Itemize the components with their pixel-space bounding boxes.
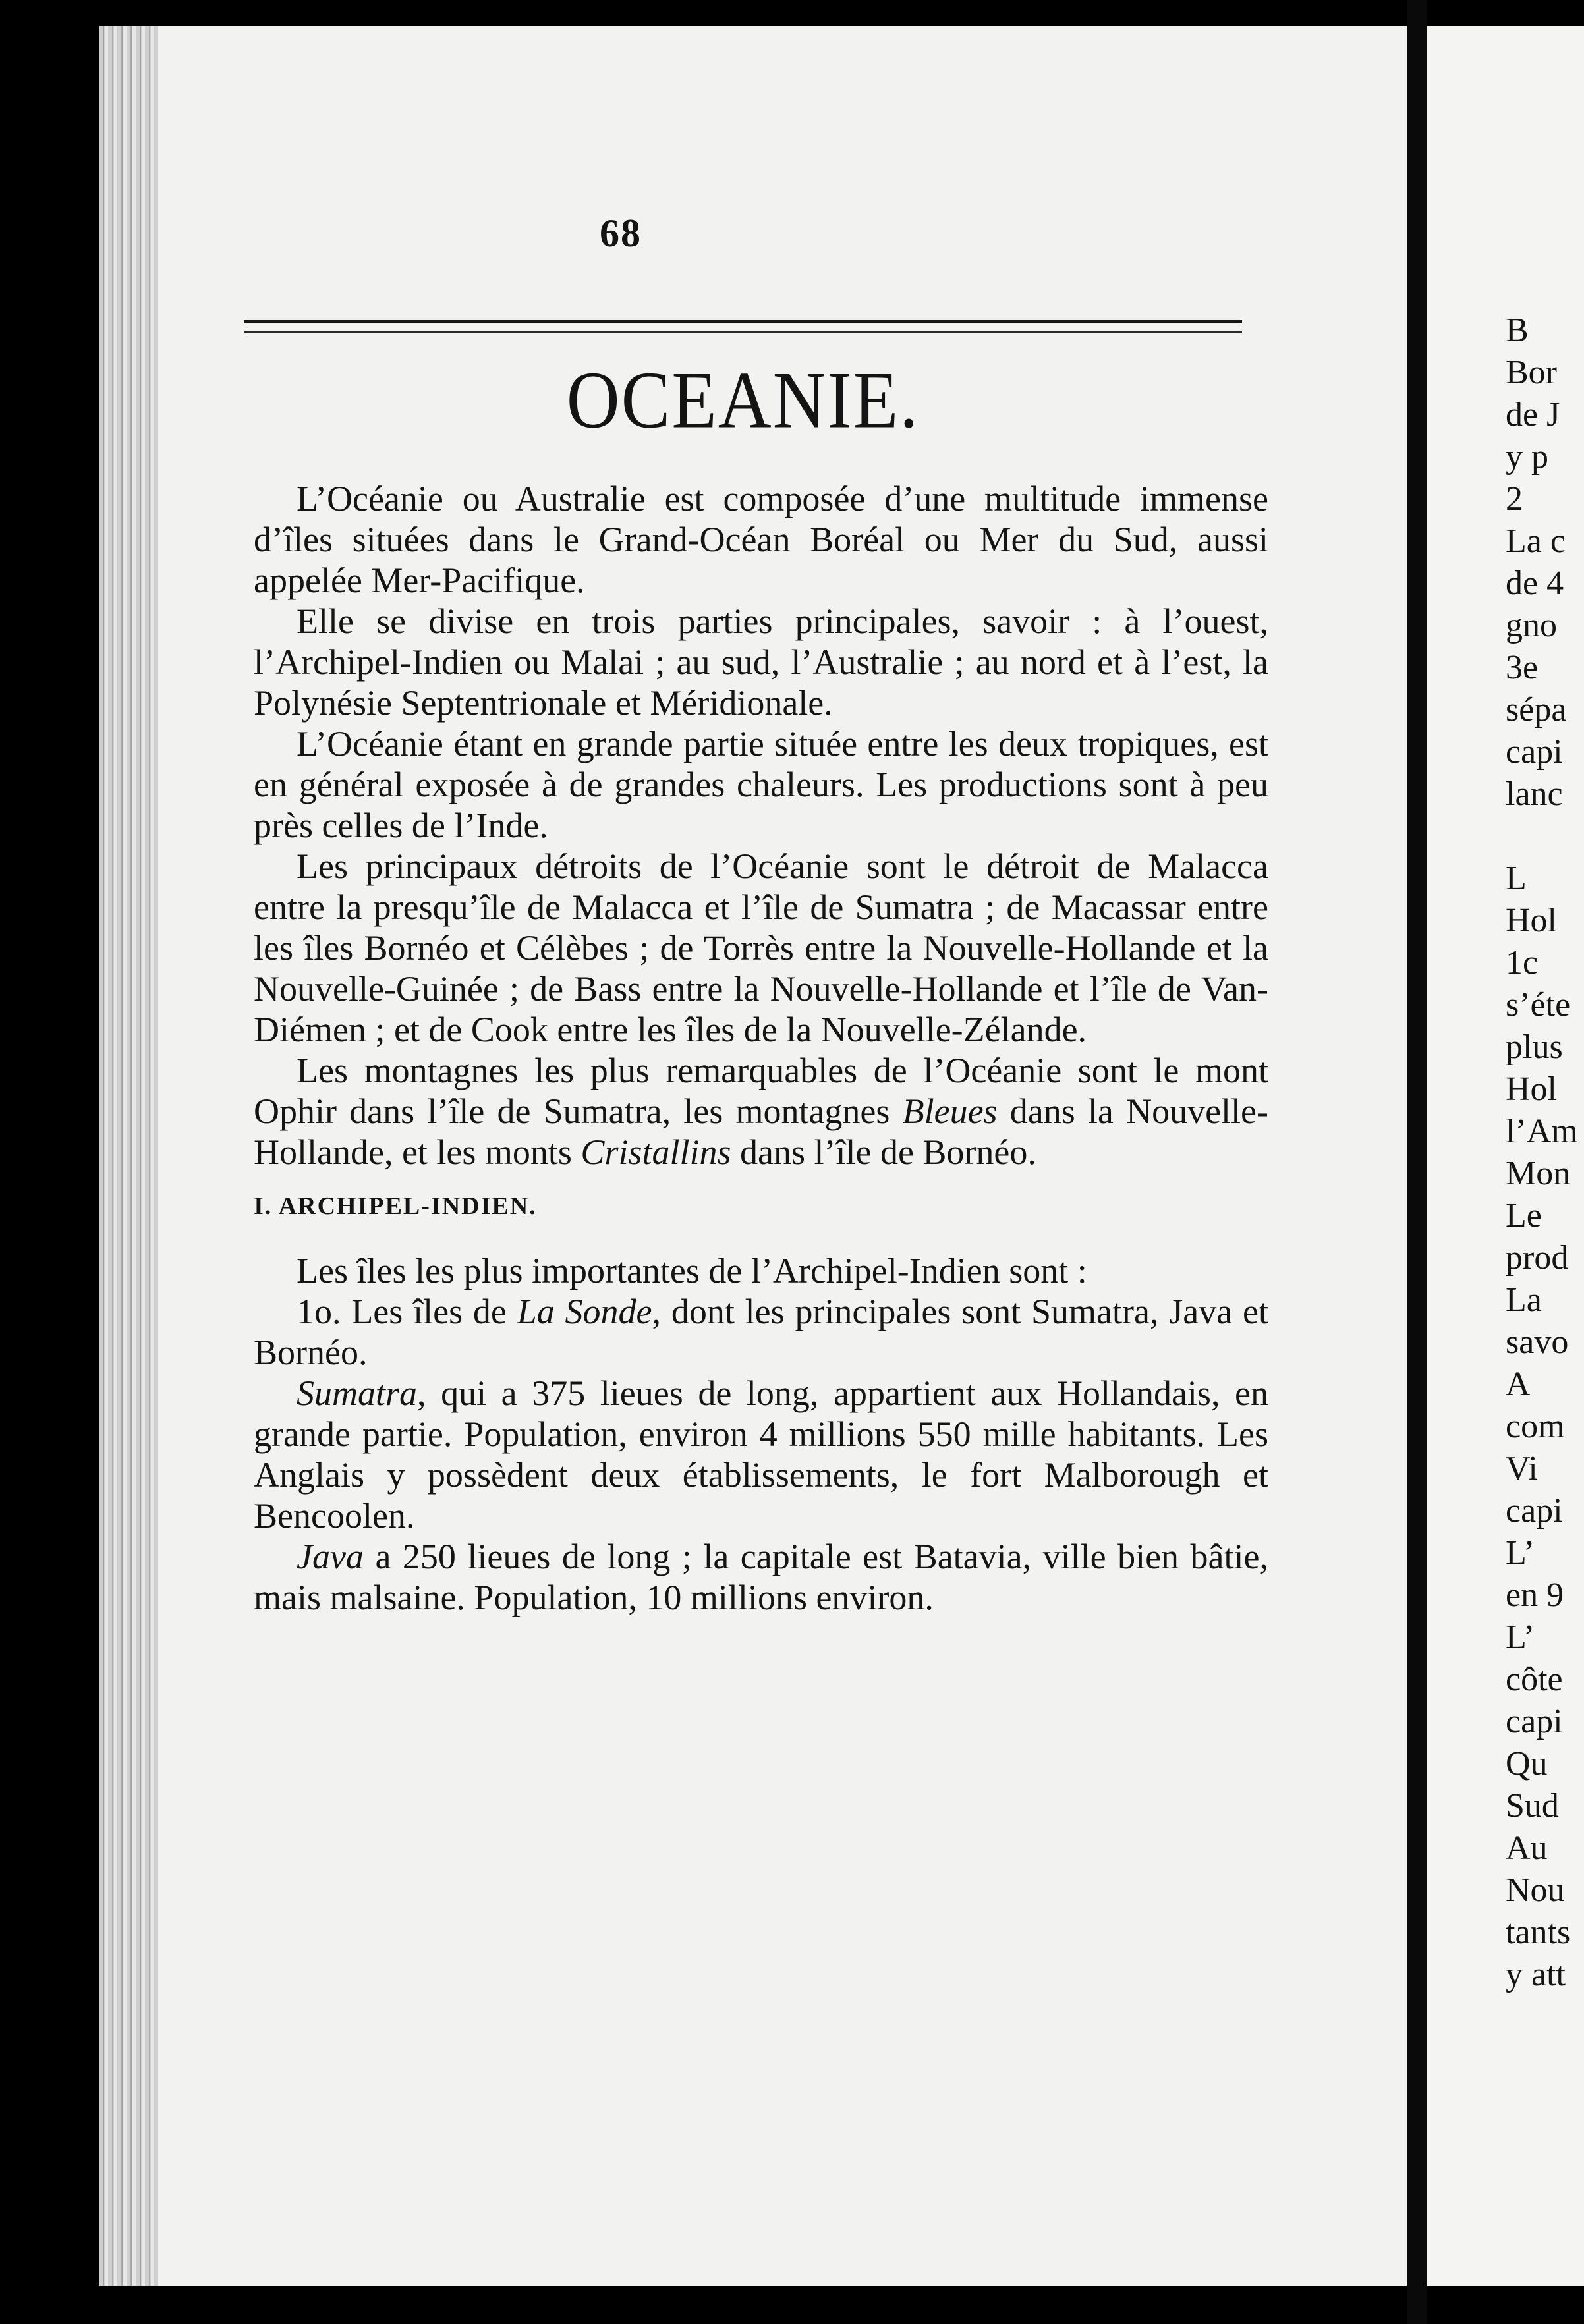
paragraph: Elle se divise en trois parties principales, savoir : à l’ouest, l’Archipel-Indien ou Malai ; au sud, l’Australie ; au nord et à l’est, la Polynésie Septentrionale et Méridionale. <box>254 601 1268 723</box>
right-page-line: y p <box>1506 438 1548 476</box>
right-page-line: Nou <box>1506 1871 1565 1909</box>
body-text <box>254 478 1268 1618</box>
right-page-fragments <box>1506 310 1578 1996</box>
paragraph: L’Océanie étant en grande partie située entre les deux tropiques, est en général exposée à de grandes chaleurs. Les productions sont à peu près celles de l’Inde. <box>254 724 1268 845</box>
right-page-line: 3e <box>1506 649 1539 686</box>
mountains-italic-2: Cristallins <box>580 1132 731 1172</box>
java-italic: Java <box>297 1537 364 1576</box>
paragraph: L’Océanie ou Australie est composée d’une multitude immense d’îles situées dans le Grand-Océan Boréal ou Mer du Sud, aussi appelée Mer-Pacifique. <box>254 479 1268 600</box>
paragraph-sonde <box>254 1291 1268 1373</box>
right-page-line: Au <box>1506 1829 1548 1867</box>
right-page-line: capi <box>1506 1703 1563 1740</box>
page-number-text: 68 <box>600 211 642 255</box>
right-page-line: Bor <box>1506 354 1557 391</box>
section-title: I. ARCHIPEL-INDIEN. <box>254 1192 537 1220</box>
paragraph-mountains <box>254 1050 1268 1173</box>
right-page-line: capi <box>1506 733 1563 771</box>
right-page-line: capi <box>1506 1492 1563 1530</box>
sonde-italic: La Sonde <box>517 1292 652 1331</box>
right-page-line: 1c <box>1506 944 1539 982</box>
right-page-line: plus <box>1506 1028 1563 1066</box>
right-page-line: Qu <box>1506 1745 1548 1783</box>
right-page-line: Hol <box>1506 902 1557 939</box>
right-page-line: L’ <box>1506 1534 1535 1572</box>
right-page-line: s’éte <box>1506 986 1571 1024</box>
right-page-line: en 9 <box>1506 1576 1564 1614</box>
right-page-line: de 4 <box>1506 565 1564 602</box>
sonde-text-2: , dont les principales sont Sumatra, Java et Bornéo. <box>254 1292 1269 1372</box>
header-rule-thick <box>244 320 1242 323</box>
right-page-line: savo <box>1506 1323 1569 1361</box>
mountains-text-1: Les montagnes les plus remarquables de l’Océanie sont le mont Ophir dans l’île de Sumatra, les montagnes <box>254 1051 1268 1131</box>
right-page-line: B <box>1506 312 1529 349</box>
right-page-line: prod <box>1506 1239 1569 1277</box>
book-gutter <box>1407 0 1427 2324</box>
right-page-line: côte <box>1506 1661 1563 1698</box>
mountains-text-2: dans la Nouvelle-Hollande, et les monts <box>254 1092 1268 1172</box>
sumatra-italic: Sumatra <box>297 1373 418 1413</box>
java-text: a 250 lieues de long ; la capitale est Batavia, ville bien bâtie, mais malsaine. Population, 10 millions environ. <box>254 1537 1268 1617</box>
right-page-line <box>1506 816 1578 858</box>
right-page-line: gno <box>1506 607 1557 644</box>
right-page-line: L <box>1506 860 1527 897</box>
sonde-text-1: 1o. Les îles de <box>297 1292 517 1331</box>
right-page-line: Sud <box>1506 1787 1559 1825</box>
sumatra-text: , qui a 375 lieues de long, appartient aux Hollandais, en grande partie. Population, environ 4 millions 550 mille habitants. Les Anglais y possèdent deux établissements, le fort Malborough et Bencoolen. <box>254 1373 1268 1536</box>
right-page-line: l’Am <box>1506 1113 1578 1150</box>
page-edges <box>99 26 158 2286</box>
right-page-line: La c <box>1506 522 1566 560</box>
paragraph-sumatra <box>254 1373 1268 1536</box>
mountains-text-3: dans l’île de Bornéo. <box>731 1132 1036 1172</box>
right-page-line: tants <box>1506 1914 1571 1951</box>
right-page-line: Hol <box>1506 1070 1557 1108</box>
right-page-line: L’ <box>1506 1618 1535 1656</box>
right-page-line: com <box>1506 1408 1565 1445</box>
right-page-line: A <box>1506 1366 1531 1403</box>
right-page-line: lanc <box>1506 775 1563 813</box>
chapter-heading: OCEANIE. <box>566 355 920 446</box>
paragraph: Les principaux détroits de l’Océanie sont le détroit de Malacca entre la presqu’île de Malacca et l’île de Sumatra ; de Macassar entre les îles Bornéo et Célèbes ; de Torrès entre la Nouvelle-Hollande et la Nouvelle-Guinée ; de Bass entre la Nouvelle-Hollande et l’île de Van-Diémen ; et de Cook entre les îles de la Nouvelle-Zélande. <box>254 846 1268 1049</box>
right-page-line: Vi <box>1506 1450 1538 1487</box>
right-page-line: Le <box>1506 1197 1542 1234</box>
right-page-line: sépa <box>1506 691 1567 729</box>
right-page-line: 2 <box>1506 480 1523 518</box>
paragraph-java <box>254 1536 1268 1618</box>
mountains-italic-1: Bleues <box>902 1092 998 1131</box>
right-page-line: La <box>1506 1281 1542 1319</box>
right-page-line: y att <box>1506 1956 1566 1993</box>
header-rule-thin <box>244 331 1242 333</box>
section-intro: Les îles les plus importantes de l’Archipel-Indien sont : <box>297 1251 1087 1290</box>
right-page-line: de J <box>1506 396 1560 433</box>
page-number <box>0 211 1584 256</box>
right-page-line: Mon <box>1506 1155 1571 1192</box>
